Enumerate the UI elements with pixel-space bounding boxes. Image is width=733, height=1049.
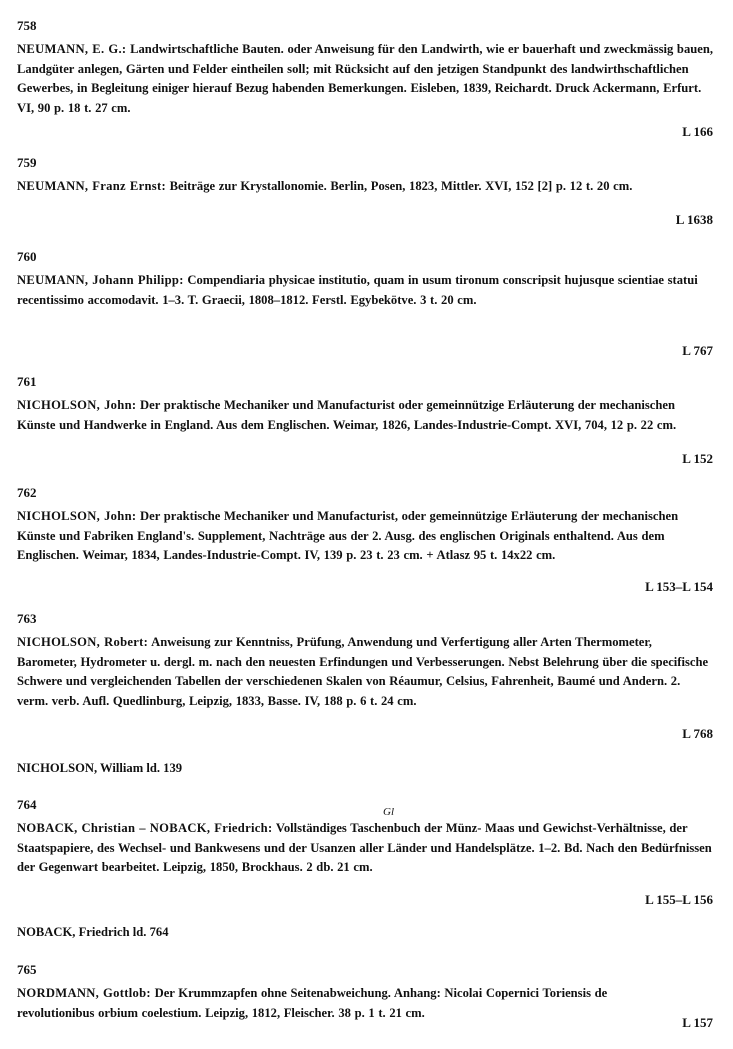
- entry-number: 764: [17, 797, 37, 812]
- entry-number: 763: [17, 611, 37, 626]
- entry-text: Anweisung zur Kenntniss, Prüfung, Anwendung und Verfertigung aller Arten Thermometer, Barometer, Hydrometer u. dergl. m. nach den neuesten Erfindungen und Verbesserungen. Nebst Belehrung über die specifische Schwere und vergleichenden Tabellen der verschiedenen Skalen von Réaumur, Celsius, Fahrenheit, Baumé und Andern. 2. verm. verb. Aufl. Quedlinburg, Leipzig, 1833, Basse. IV, 188 p. 6 t. 24 cm.: [17, 635, 709, 708]
- handwritten-note: Gl: [383, 806, 394, 818]
- entry-location: L 768: [682, 726, 713, 741]
- catalog-entry: [17, 18, 713, 118]
- cross-reference: [17, 760, 182, 776]
- entry-location: L 152: [682, 451, 713, 466]
- entry-description: [17, 507, 713, 566]
- catalog-entry: [17, 611, 713, 711]
- entry-author: NEUMANN, Johann Philipp:: [17, 273, 184, 287]
- entry-author: NEUMANN, Franz Ernst:: [17, 179, 166, 193]
- entry-description: [17, 271, 713, 310]
- catalog-entry: [17, 155, 713, 197]
- entry-location: L 166: [682, 124, 713, 139]
- entry-text: Der praktische Mechaniker und Manufacturist oder gemeinnützige Erläuterung der mechanischen Künste und Handwerke in England. Aus dem Englischen. Weimar, 1826, Landes-Industrie-Compt. XVI, 704, 12 p. 22 cm.: [17, 398, 677, 432]
- entry-location: L 155–L 156: [645, 892, 713, 907]
- entry-number: 762: [17, 485, 37, 500]
- entry-text: Beiträge zur Krystallonomie. Berlin, Posen, 1823, Mittler. XVI, 152 [2] p. 12 t. 20 cm.: [169, 179, 633, 193]
- entry-text: Vollständiges Taschenbuch der Münz- Maas und Gewichst-Verhältnisse, der Staatspapiere, des Wechsel- und Bankwesens und der Usanzen aller Länder und Handelsplätze. 1–2. Bd. Nach den Bedürfnissen der Gegenwart bearbeitet. Leipzig, 1850, Brockhaus. 2 db. 21 cm.: [17, 821, 712, 874]
- entry-location: L 153–L 154: [645, 579, 713, 594]
- entry-number: 760: [17, 249, 37, 264]
- entry-description: [17, 177, 713, 197]
- entry-number: 761: [17, 374, 37, 389]
- catalog-entry: [17, 249, 713, 310]
- entry-author: NICHOLSON, John:: [17, 509, 137, 523]
- entry-text: Der Krummzapfen ohne Seitenabweichung. Anhang: Nicolai Copernici Toriensis de revolutionibus orbium coelestium. Leipzig, 1812, Fleischer. 38 p. 1 t. 21 cm.: [17, 986, 608, 1020]
- cross-reference: [17, 924, 169, 940]
- entry-author: NORDMANN, Gottlob:: [17, 986, 151, 1000]
- entry-number: 759: [17, 155, 37, 170]
- entry-text: Der praktische Mechaniker und Manufacturist, oder gemeinnützige Erläuterung der mechanischen Künste und Fabriken England's. Supplement, Nachträge aus der 2. Ausg. des englischen Originals enthaltend. Aus dem Englischen. Weimar, 1834, Landes-Industrie-Compt. IV, 139 p. 23 t. 23 cm. + Atlasz 95 t. 14x22 cm.: [17, 509, 679, 562]
- entry-location: L 157: [682, 1015, 713, 1030]
- cross-reference-name: NICHOLSON, William: [17, 761, 144, 775]
- entry-author: NICHOLSON, John:: [17, 398, 137, 412]
- entry-author: NOBACK, Christian – NOBACK, Friedrich:: [17, 821, 273, 835]
- entry-author: NEUMANN, E. G.:: [17, 42, 127, 56]
- entry-author: NICHOLSON, Robert:: [17, 635, 149, 649]
- entry-description: [17, 396, 713, 435]
- entry-location: L 1638: [675, 212, 713, 227]
- entry-location: L 767: [682, 343, 713, 358]
- entry-text: Compendiaria physicae institutio, quam in usum tironum conscripsit hujusque scientiae statui recentissimo accomodavit. 1–3. T. Graecii, 1808–1812. Ferstl. Egybekötve. 3 t. 20 cm.: [17, 273, 698, 307]
- cross-reference-target: ld. 139: [146, 761, 183, 775]
- catalog-entry: [17, 485, 713, 566]
- entry-description: [17, 819, 713, 878]
- entry-description: [17, 40, 713, 118]
- cross-reference-name: NOBACK, Friedrich: [17, 925, 130, 939]
- entry-text: Landwirtschaftliche Bauten. oder Anweisung für den Landwirth, wie er bauerhaft und zweckmässig bauen, Landgüter anlegen, Gärten und Felder eintheilen soll; mit Rücksicht auf den jetzigen Standpunkt des landwirthschaftlichen Gewerbes, in Begleitung einiger hierauf Bezug habenden Bemerkungen. Eisleben, 1839, Reichardt. Druck Ackermann, Erfurt. VI, 90 p. 18 t. 27 cm.: [17, 42, 713, 115]
- entry-description: [17, 984, 667, 1023]
- catalog-entry: [17, 374, 713, 435]
- catalog-entry: [17, 797, 713, 878]
- entry-number: 765: [17, 962, 37, 977]
- cross-reference-target: ld. 764: [132, 925, 169, 939]
- catalog-entry: [17, 962, 713, 1023]
- entry-number: 758: [17, 18, 37, 33]
- entry-description: [17, 633, 713, 711]
